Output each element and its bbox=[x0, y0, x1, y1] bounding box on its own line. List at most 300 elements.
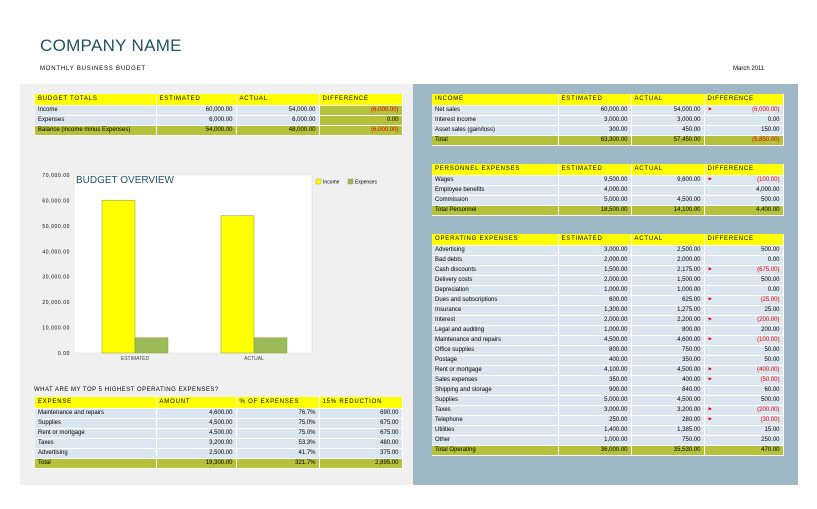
col-header: EXPENSE bbox=[35, 397, 156, 408]
warning-flag-icon: ⚑ bbox=[707, 107, 712, 113]
cell-value: 250.00 bbox=[761, 437, 780, 443]
row-label bbox=[432, 415, 558, 425]
table-row bbox=[432, 325, 783, 335]
cell-value: 4,500.00 bbox=[677, 397, 701, 403]
estimated-cell bbox=[558, 325, 631, 335]
estimated-cell bbox=[558, 245, 631, 255]
cell-value: 300.00 bbox=[609, 127, 628, 133]
difference-cell bbox=[704, 115, 783, 125]
estimated-cell bbox=[558, 295, 631, 305]
cell-value: Total Personnel bbox=[435, 207, 477, 213]
estimated-cell bbox=[558, 285, 631, 295]
cell-value: 350.00 bbox=[682, 357, 701, 363]
estimated-cell bbox=[558, 425, 631, 435]
row-label bbox=[432, 115, 558, 125]
cell-value: 0.00 bbox=[767, 257, 780, 263]
cell-value: 0.00 bbox=[767, 117, 780, 123]
y-tick-label: 10,000.00 bbox=[42, 325, 70, 332]
actual-cell: 54,000.00 bbox=[236, 105, 319, 115]
row-label bbox=[432, 245, 558, 255]
table-row bbox=[432, 335, 783, 345]
table-row bbox=[432, 195, 783, 205]
col-header: % OF EXPENSES bbox=[236, 397, 319, 408]
row-label bbox=[432, 375, 558, 385]
row-label bbox=[432, 435, 558, 445]
chart-title: BUDGET OVERVIEW bbox=[76, 175, 174, 186]
actual-cell bbox=[631, 265, 704, 275]
actual-cell bbox=[631, 425, 704, 435]
actual-cell bbox=[631, 245, 704, 255]
total-label bbox=[432, 205, 558, 215]
difference-cell bbox=[704, 375, 783, 385]
actual-cell bbox=[631, 355, 704, 365]
row-label bbox=[432, 425, 558, 435]
cell-value: 1,000.00 bbox=[604, 287, 628, 293]
legend-swatch bbox=[316, 179, 321, 184]
cell-value: (50.00) bbox=[760, 377, 780, 383]
col-header: 15% REDUCTION bbox=[319, 397, 402, 408]
difference-cell bbox=[704, 125, 783, 135]
difference-cell: (6,000.00) bbox=[319, 125, 402, 135]
cell-value: 5,000.00 bbox=[604, 197, 628, 203]
cell-value: 54,000.00 bbox=[673, 107, 701, 113]
cell-value: (675.00) bbox=[757, 267, 780, 273]
cell-value: 4,500.00 bbox=[677, 197, 701, 203]
actual-cell bbox=[631, 105, 704, 115]
budget-overview-chart bbox=[32, 170, 402, 364]
table-row bbox=[35, 125, 402, 135]
actual-cell bbox=[631, 415, 704, 425]
actual-cell bbox=[631, 405, 704, 415]
cell-value: 2,000.00 bbox=[604, 277, 628, 283]
warning-flag-icon: ⚑ bbox=[707, 317, 712, 323]
row-label bbox=[432, 325, 558, 335]
difference-cell bbox=[704, 285, 783, 295]
table-row bbox=[35, 428, 402, 438]
cell-value: 35,530.00 bbox=[673, 447, 701, 453]
total-cell: 19,300.00 bbox=[156, 458, 236, 468]
top5-expenses-table bbox=[35, 397, 403, 469]
percent-cell: 76.7% bbox=[236, 408, 319, 418]
estimated-cell bbox=[558, 195, 631, 205]
cell-value: 625.00 bbox=[682, 297, 701, 303]
x-tick-label: ACTUAL bbox=[244, 356, 264, 362]
difference-cell bbox=[704, 185, 783, 195]
table-row bbox=[35, 115, 402, 125]
budget-totals-table bbox=[35, 94, 403, 136]
row-label: Expenses bbox=[35, 115, 156, 125]
y-tick-label: 30,000.00 bbox=[42, 274, 70, 281]
personnel-table bbox=[432, 164, 784, 216]
cell-value: Asset sales (gain/loss) bbox=[435, 127, 496, 133]
cell-value: Shipping and storage bbox=[435, 387, 492, 393]
col-header: DIFFERENCE bbox=[704, 234, 783, 245]
cell-value: 63,300.00 bbox=[600, 137, 628, 143]
cell-value: Rent or mortgage bbox=[435, 367, 482, 373]
cell-value: 750.00 bbox=[682, 437, 701, 443]
income-table bbox=[432, 94, 784, 146]
actual-cell bbox=[631, 115, 704, 125]
cell-value: Sales expenses bbox=[435, 377, 478, 383]
table-row bbox=[432, 375, 783, 385]
cell-value: 2,000.00 bbox=[604, 257, 628, 263]
cell-value: (5,850.00) bbox=[752, 137, 780, 143]
cell-value: (6,000.00) bbox=[752, 107, 780, 113]
cell-value: 15.00 bbox=[764, 427, 780, 433]
col-header: PERSONNEL EXPENSES bbox=[432, 164, 558, 175]
cell-value: 600.00 bbox=[609, 297, 628, 303]
cell-value: 500.00 bbox=[761, 277, 780, 283]
difference-cell: (6,000.00) bbox=[319, 105, 402, 115]
estimated-cell: 6,000.00 bbox=[156, 115, 236, 125]
col-header: ACTUAL bbox=[631, 234, 704, 245]
reduction-cell: 675.00 bbox=[319, 428, 402, 438]
table-row bbox=[432, 175, 783, 185]
actual-cell bbox=[631, 255, 704, 265]
cell-value: 3,000.00 bbox=[677, 117, 701, 123]
difference-cell bbox=[704, 405, 783, 415]
table-row bbox=[35, 438, 402, 448]
cell-value: Maintenance and repairs bbox=[435, 337, 502, 343]
y-tick-label: 0.00 bbox=[57, 351, 70, 357]
cell-value: Insurance bbox=[435, 307, 462, 313]
cell-value: 350.00 bbox=[609, 377, 628, 383]
difference-cell bbox=[704, 325, 783, 335]
cell-value: 9,600.00 bbox=[677, 177, 701, 183]
table-row bbox=[432, 245, 783, 255]
table-row bbox=[432, 315, 783, 325]
cell-value: 4,500.00 bbox=[677, 367, 701, 373]
row-label bbox=[432, 175, 558, 185]
operating-table bbox=[432, 234, 784, 456]
actual-cell bbox=[631, 385, 704, 395]
cell-value: 3,000.00 bbox=[604, 117, 628, 123]
cell-value: Bad debts bbox=[435, 257, 463, 263]
cell-value: Dues and subscriptions bbox=[435, 297, 498, 303]
cell-value: (100.00) bbox=[757, 337, 780, 343]
col-header: DIFFERENCE bbox=[704, 94, 783, 105]
estimated-cell bbox=[558, 375, 631, 385]
cell-value: 470.00 bbox=[761, 447, 780, 453]
actual-cell bbox=[631, 285, 704, 295]
table-row bbox=[432, 405, 783, 415]
cell-value: Interest bbox=[435, 317, 456, 323]
header-row bbox=[35, 397, 402, 408]
estimated-cell: 60,000.00 bbox=[156, 105, 236, 115]
warning-flag-icon: ⚑ bbox=[707, 177, 712, 183]
cell-value: 60,000.00 bbox=[600, 107, 628, 113]
col-header: ACTUAL bbox=[236, 94, 319, 105]
cell-value: 2,200.00 bbox=[677, 317, 701, 323]
company-name: COMPANY NAME bbox=[40, 36, 182, 55]
row-label bbox=[432, 295, 558, 305]
estimated-cell bbox=[558, 125, 631, 135]
bar-expenses-actual bbox=[254, 338, 287, 353]
estimated-cell bbox=[558, 345, 631, 355]
reduction-cell: 375.00 bbox=[319, 448, 402, 458]
cell-value: 2,000.00 bbox=[604, 317, 628, 323]
row-label bbox=[432, 365, 558, 375]
col-header: ESTIMATED bbox=[558, 164, 631, 175]
cell-value: 3,200.00 bbox=[677, 407, 701, 413]
difference-cell bbox=[704, 395, 783, 405]
cell-value: 4,000.00 bbox=[604, 187, 628, 193]
header-row bbox=[432, 164, 783, 175]
cell-value: Employee benefits bbox=[435, 187, 485, 193]
estimated-cell bbox=[558, 405, 631, 415]
warning-flag-icon: ⚑ bbox=[707, 297, 712, 303]
estimated-cell bbox=[558, 355, 631, 365]
cell-value: 150.00 bbox=[761, 127, 780, 133]
cell-value: (25.00) bbox=[760, 297, 780, 303]
cell-value: (200.00) bbox=[757, 317, 780, 323]
actual-cell bbox=[631, 305, 704, 315]
difference-cell bbox=[704, 355, 783, 365]
cell-value: Advertising bbox=[435, 247, 465, 253]
cell-value: Other bbox=[435, 437, 451, 443]
actual-cell bbox=[631, 195, 704, 205]
row-label bbox=[432, 275, 558, 285]
row-label bbox=[432, 125, 558, 135]
actual-cell bbox=[631, 375, 704, 385]
cell-value: 400.00 bbox=[609, 357, 628, 363]
cell-value: 57,450.00 bbox=[673, 137, 701, 143]
cell-value: 1,500.00 bbox=[677, 277, 701, 283]
actual-cell: 6,000.00 bbox=[236, 115, 319, 125]
difference-cell: 0.00 bbox=[319, 115, 402, 125]
table-row bbox=[432, 295, 783, 305]
difference-cell bbox=[704, 335, 783, 345]
estimated-cell bbox=[558, 395, 631, 405]
difference-cell bbox=[704, 415, 783, 425]
cell-value: 800.00 bbox=[609, 347, 628, 353]
cell-value: 4,600.00 bbox=[677, 337, 701, 343]
cell-value: 4,000.00 bbox=[756, 187, 780, 193]
difference-cell bbox=[704, 245, 783, 255]
y-tick-label: 20,000.00 bbox=[42, 300, 70, 307]
top5-question: WHAT ARE MY TOP 5 HIGHEST OPERATING EXPENSES? bbox=[34, 387, 219, 393]
difference-cell bbox=[704, 305, 783, 315]
row-label bbox=[432, 195, 558, 205]
reduction-cell: 480.00 bbox=[319, 438, 402, 448]
row-label bbox=[432, 185, 558, 195]
total-row bbox=[432, 445, 783, 455]
cell-value: 800.00 bbox=[682, 327, 701, 333]
cell-value: Legal and auditing bbox=[435, 327, 485, 333]
row-label bbox=[432, 335, 558, 345]
difference-cell bbox=[704, 175, 783, 185]
cell-value: 1,385.00 bbox=[677, 427, 701, 433]
table-row bbox=[432, 255, 783, 265]
row-label bbox=[432, 305, 558, 315]
y-tick-label: 70,000.00 bbox=[42, 173, 70, 179]
actual-cell bbox=[631, 365, 704, 375]
cell-value: 36,000.00 bbox=[600, 447, 628, 453]
total-label: Total bbox=[35, 458, 156, 468]
table-row bbox=[432, 185, 783, 195]
estimated-cell bbox=[558, 265, 631, 275]
estimated-cell bbox=[558, 255, 631, 265]
cell-value: 1,000.00 bbox=[677, 287, 701, 293]
cell-value: Total bbox=[435, 137, 448, 143]
estimated-cell: 54,000.00 bbox=[156, 125, 236, 135]
row-label bbox=[432, 355, 558, 365]
total-row bbox=[432, 135, 783, 145]
y-tick-label: 50,000.00 bbox=[42, 223, 70, 230]
col-header: ACTUAL bbox=[631, 94, 704, 105]
table-row bbox=[432, 415, 783, 425]
cell-value: 5,000.00 bbox=[604, 397, 628, 403]
cell-value: 0.00 bbox=[767, 287, 780, 293]
table-row bbox=[432, 275, 783, 285]
cell-value: Supplies bbox=[435, 397, 459, 403]
cell-value: Commission bbox=[435, 197, 469, 203]
cell-value: 4,100.00 bbox=[604, 367, 628, 373]
row-label bbox=[432, 105, 558, 115]
cell-value: 14,100.00 bbox=[673, 207, 701, 213]
col-header: ESTIMATED bbox=[558, 234, 631, 245]
actual-cell bbox=[631, 395, 704, 405]
cell-value: 4,400.00 bbox=[756, 207, 780, 213]
cell-value: 200.00 bbox=[761, 327, 780, 333]
difference-cell bbox=[704, 255, 783, 265]
cell-value: 18,500.00 bbox=[600, 207, 628, 213]
warning-flag-icon: ⚑ bbox=[707, 417, 712, 423]
actual-cell bbox=[631, 435, 704, 445]
amount-cell: 4,600.00 bbox=[156, 408, 236, 418]
cell-value: (200.00) bbox=[757, 407, 780, 413]
expense-label: Maintenance and repairs bbox=[35, 408, 156, 418]
estimated-cell bbox=[558, 335, 631, 345]
cell-value: Utilities bbox=[435, 427, 455, 433]
estimated-cell bbox=[558, 435, 631, 445]
cell-value: Postage bbox=[435, 357, 458, 363]
table-row bbox=[432, 105, 783, 115]
warning-flag-icon: ⚑ bbox=[707, 267, 712, 273]
y-tick-label: 60,000.00 bbox=[42, 198, 70, 205]
row-label bbox=[432, 285, 558, 295]
table-row bbox=[432, 355, 783, 365]
warning-flag-icon: ⚑ bbox=[707, 377, 712, 383]
cell-value: 60.00 bbox=[764, 387, 780, 393]
cell-value: 500.00 bbox=[761, 197, 780, 203]
total-row bbox=[432, 205, 783, 215]
cell-value: 50.00 bbox=[764, 357, 780, 363]
reduction-cell: 675.00 bbox=[319, 418, 402, 428]
cell-value: 900.00 bbox=[609, 387, 628, 393]
percent-cell: 75.0% bbox=[236, 428, 319, 438]
cell-value: 9,500.00 bbox=[604, 177, 628, 183]
total-cell bbox=[631, 205, 704, 215]
cell-value: 3,000.00 bbox=[604, 407, 628, 413]
table-row bbox=[35, 418, 402, 428]
difference-cell bbox=[704, 425, 783, 435]
difference-cell bbox=[704, 195, 783, 205]
difference-cell bbox=[704, 435, 783, 445]
difference-cell bbox=[704, 105, 783, 115]
table-row bbox=[432, 115, 783, 125]
actual-cell bbox=[631, 175, 704, 185]
cell-value: 1,000.00 bbox=[604, 327, 628, 333]
cell-value: Net sales bbox=[435, 107, 461, 113]
cell-value: 2,175.00 bbox=[677, 267, 701, 273]
table-row bbox=[432, 265, 783, 275]
table-row bbox=[432, 435, 783, 445]
actual-cell bbox=[631, 125, 704, 135]
warning-flag-icon: ⚑ bbox=[707, 367, 712, 373]
estimated-cell bbox=[558, 365, 631, 375]
col-header: AMOUNT bbox=[156, 397, 236, 408]
cell-value: 400.00 bbox=[682, 377, 701, 383]
cell-value: Delivery costs bbox=[435, 277, 473, 283]
row-label: Balance (income minus Expenses) bbox=[35, 125, 156, 135]
table-row bbox=[35, 408, 402, 418]
actual-cell bbox=[631, 335, 704, 345]
cell-value: 2,000.00 bbox=[677, 257, 701, 263]
estimated-cell bbox=[558, 305, 631, 315]
total-cell: 321.7% bbox=[236, 458, 319, 468]
table-row bbox=[432, 285, 783, 295]
expense-label: Rent or mortgage bbox=[35, 428, 156, 438]
col-header: DIFFERENCE bbox=[319, 94, 402, 105]
col-header: ACTUAL bbox=[631, 164, 704, 175]
table-row bbox=[35, 448, 402, 458]
cell-value: 1,275.00 bbox=[677, 307, 701, 313]
percent-cell: 53.3% bbox=[236, 438, 319, 448]
table-row bbox=[432, 345, 783, 355]
table-row bbox=[432, 365, 783, 375]
actual-cell bbox=[631, 295, 704, 305]
total-cell bbox=[558, 135, 631, 145]
difference-cell bbox=[704, 315, 783, 325]
row-label bbox=[432, 405, 558, 415]
y-tick-label: 40,000.00 bbox=[42, 249, 70, 256]
budget-date: March 2011 bbox=[733, 66, 765, 72]
table-row bbox=[432, 385, 783, 395]
cell-value: 3,000.00 bbox=[604, 247, 628, 253]
col-header: DIFFERENCE bbox=[704, 164, 783, 175]
col-header: OPERATING EXPENSES bbox=[432, 234, 558, 245]
expense-label: Advertising bbox=[35, 448, 156, 458]
total-cell bbox=[558, 205, 631, 215]
cell-value: 1,400.00 bbox=[604, 427, 628, 433]
legend-label: Expenses bbox=[355, 179, 377, 186]
total-label bbox=[432, 135, 558, 145]
table-row bbox=[432, 395, 783, 405]
cell-value: (400.00) bbox=[757, 367, 780, 373]
amount-cell: 2,500.00 bbox=[156, 448, 236, 458]
cell-value: Office supplies bbox=[435, 347, 475, 353]
total-cell bbox=[631, 445, 704, 455]
estimated-cell bbox=[558, 115, 631, 125]
expense-label: Supplies bbox=[35, 418, 156, 428]
col-header: INCOME bbox=[432, 94, 558, 105]
cell-value: Cash discounts bbox=[435, 267, 477, 273]
total-cell bbox=[631, 135, 704, 145]
difference-cell bbox=[704, 265, 783, 275]
actual-cell: 48,000.00 bbox=[236, 125, 319, 135]
warning-flag-icon: ⚑ bbox=[707, 337, 712, 343]
cell-value: 50.00 bbox=[764, 347, 780, 353]
cell-value: Interest income bbox=[435, 117, 477, 123]
col-header: ESTIMATED bbox=[558, 94, 631, 105]
cell-value: 750.00 bbox=[682, 347, 701, 353]
estimated-cell bbox=[558, 175, 631, 185]
cell-value: 2,500.00 bbox=[677, 247, 701, 253]
total-cell bbox=[704, 205, 783, 215]
table-row bbox=[432, 305, 783, 315]
bar-expenses-estimated bbox=[135, 338, 168, 353]
